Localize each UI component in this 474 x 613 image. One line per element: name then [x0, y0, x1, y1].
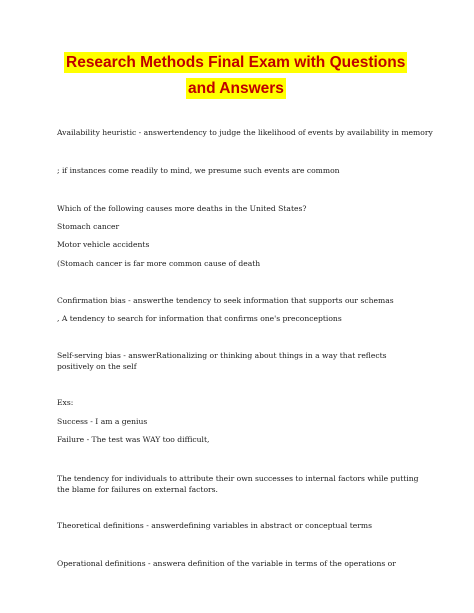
paragraph: , A tendency to search for information that confirms one's preconceptions: [57, 314, 342, 323]
paragraph: ; if instances come readily to mind, we presume such events are common: [57, 166, 340, 175]
paragraph: Self-serving bias - answerRationalizing or thinking about things in a way that reflects positively on the self: [57, 351, 387, 371]
paragraph: Failure - The test was WAY too difficult,: [57, 435, 210, 444]
paragraph: Success - I am a genius: [57, 417, 148, 426]
paragraph: (Stomach cancer is far more common cause of death: [57, 259, 261, 268]
title-line-1: Research Methods Final Exam with Questions: [66, 54, 406, 71]
paragraph: Operational definitions - answera definition of the variable in terms of the operations or: [57, 559, 396, 568]
paragraph: Which of the following causes more deaths in the United States?: [57, 204, 307, 213]
paragraph: Confirmation bias - answerthe tendency to seek information that supports our schemas: [57, 296, 394, 305]
paragraph: Availability heuristic - answertendency to judge the likelihood of events by availability in memory: [57, 128, 433, 137]
paragraph: Exs:: [57, 398, 74, 407]
paragraph: Motor vehicle accidents: [57, 240, 150, 249]
paragraph: The tendency for individuals to attribute their own successes to internal factors while putting the blame for failures on external factors.: [57, 474, 419, 494]
paragraph: Stomach cancer: [57, 222, 120, 231]
paragraph: Theoretical definitions - answerdefining variables in abstract or conceptual terms: [57, 521, 373, 530]
title-line-2: and Answers: [188, 80, 284, 97]
